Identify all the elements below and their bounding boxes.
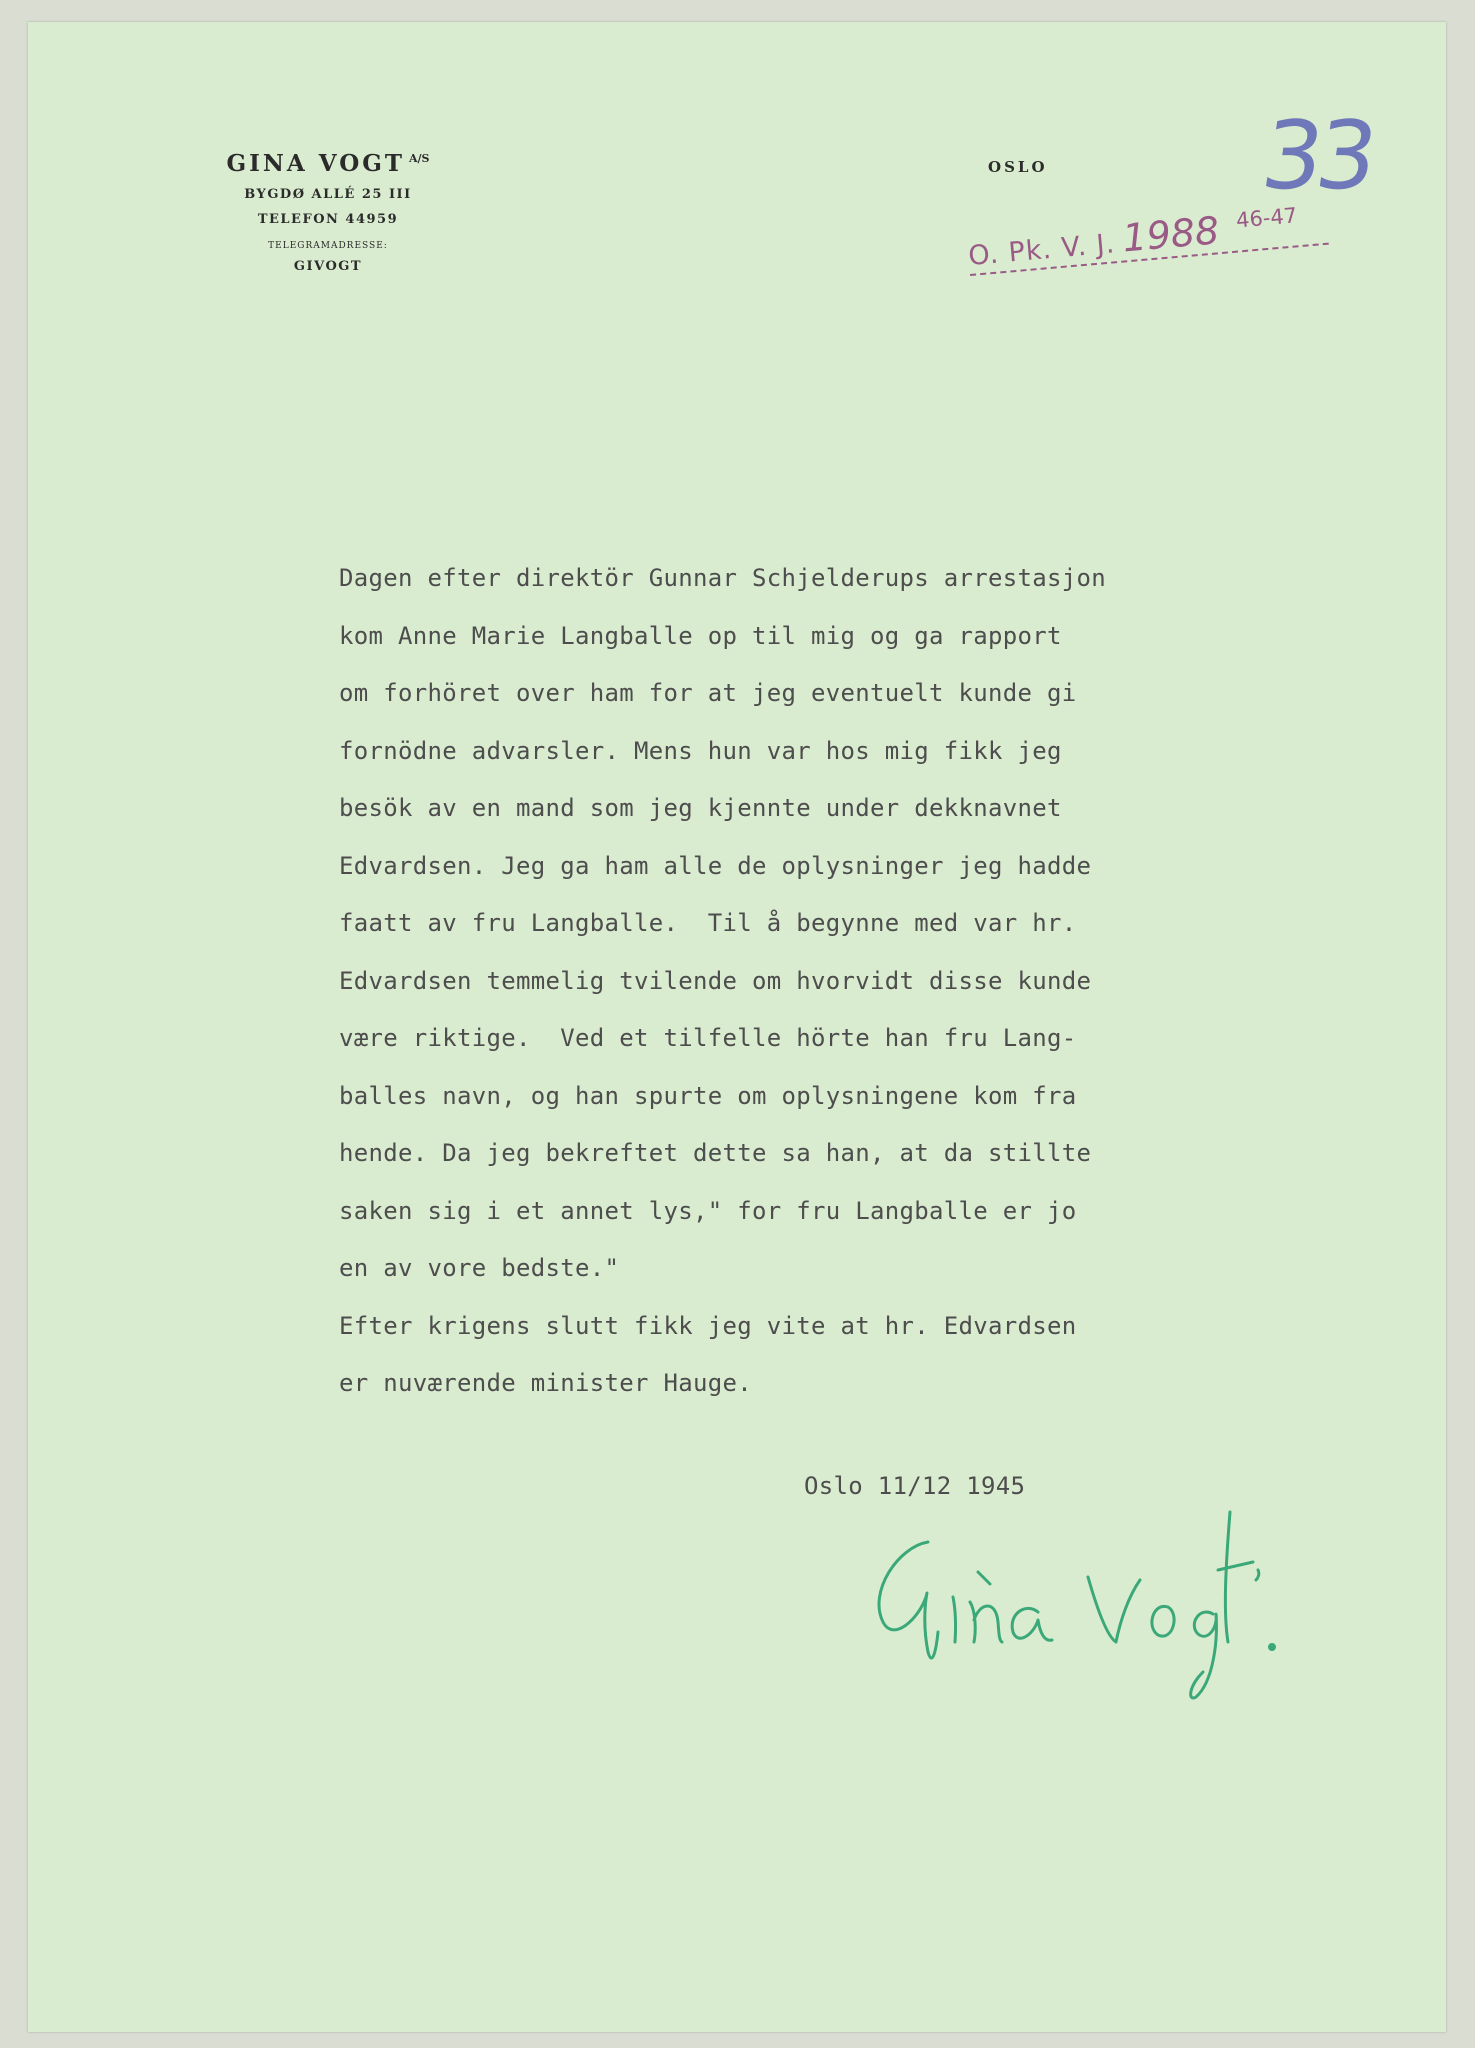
body-line: Dagen efter direktör Gunnar Schjelderups arrestasjon — [339, 564, 1106, 592]
archive-stamp-range: 46-47 — [1235, 203, 1299, 233]
body-line: saken sig i et annet lys," for fru Langballe er jo — [339, 1196, 1077, 1225]
signature-drawing — [858, 1502, 1278, 1702]
body-line: om forhöret over ham for at jeg eventuelt kunde gi — [339, 679, 1077, 707]
archive-stamp-text: O. Pk. V. J. — [967, 228, 1117, 273]
letterhead — [178, 150, 478, 274]
body-line: kom Anne Marie Langballe op til mig og ga rapport — [339, 621, 1062, 650]
company-suffix: A/S — [409, 152, 430, 166]
body-line: balles navn, og han spurte om oplysningene kom fra — [339, 1081, 1077, 1110]
body-line: Edvardsen temmelig tvilende om hvorvidt disse kunde — [339, 966, 1092, 995]
folio-number: 33 — [1255, 102, 1379, 211]
body-line: fornödne advarsler. Mens hun var hos mig fikk jeg — [339, 736, 1062, 765]
date-line: Oslo 11/12 1945 — [804, 1472, 1026, 1500]
letterhead-telegram-address: GIVOGT — [293, 259, 363, 274]
body-line: en av vore bedste." — [339, 1254, 620, 1282]
letterhead-telegram-label: TELEGRAMADRESSE: — [268, 241, 388, 251]
body-line: er nuværende minister Hauge. — [339, 1369, 752, 1397]
city-heading: OSLO — [988, 158, 1048, 176]
body-line: faatt av fru Langballe. Til å begynne med var hr. — [339, 909, 1077, 937]
archive-stamp — [966, 201, 1299, 274]
archive-stamp-number: 1988 — [1120, 208, 1221, 261]
letterhead-address: BYGDØ ALLÉ 25 III — [244, 187, 412, 202]
letterhead-company — [178, 150, 478, 177]
letterhead-phone: TELEFON 44959 — [257, 212, 399, 227]
body-line: besök av en mand som jeg kjennte under dekknavnet — [339, 794, 1062, 822]
body-line: Edvardsen. Jeg ga ham alle de oplysninger jeg hadde — [339, 851, 1092, 880]
body-line: hende. Da jeg bekreftet dette sa han, at da stillte — [339, 1139, 1092, 1167]
company-name: GINA VOGT — [226, 150, 405, 177]
letter-body — [339, 550, 1339, 1413]
signature — [858, 1502, 1278, 1702]
body-line: være riktige. Ved et tilfelle hörte han fru Lang- — [339, 1024, 1077, 1052]
document-page — [28, 22, 1446, 2032]
body-line: Efter krigens slutt fikk jeg vite at hr. Edvardsen — [339, 1311, 1077, 1340]
